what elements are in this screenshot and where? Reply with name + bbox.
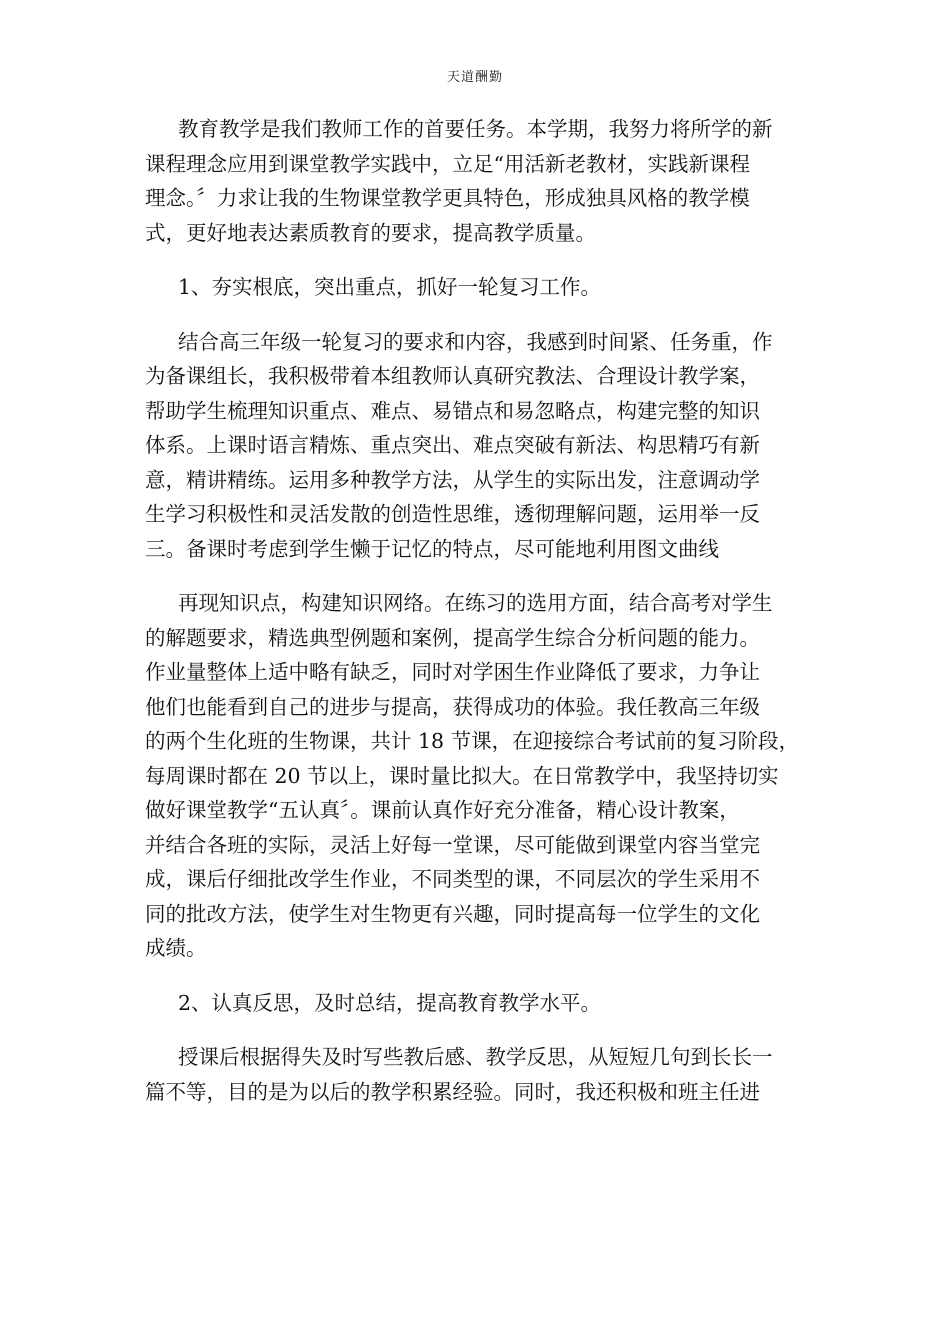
text-line: 教育教学是我们教师工作的首要任务。本学期，我努力将所学的新 <box>178 117 773 141</box>
text-line: 为备课组长，我积极带着本组教师认真研究教法、合理设计教学案， <box>145 364 760 388</box>
text-line: 体系。上课时语言精炼、重点突出、难点突破有新法、构思精巧有新 <box>145 433 760 457</box>
text-line: 结合高三年级一轮复习的要求和内容，我感到时间紧、任务重，作 <box>178 329 773 354</box>
text-line: 授课后根据得失及时写些教后感、教学反思，从短短几句到长长一 <box>178 1045 773 1069</box>
heading-line: 2、认真反思，及时总结，提高教育教学水平。 <box>178 990 602 1015</box>
text-line: 的解题要求，精选典型例题和案例，提高学生综合分析问题的能力。 <box>145 625 760 650</box>
paragraph-knowledge <box>145 586 809 966</box>
text-line: 篇不等，目的是为以后的教学积累经验。同时，我还积极和班主任进 <box>145 1079 760 1104</box>
text-line: 每周课时都在 20 节以上，课时量比拟大。在日常教学中，我坚持切实 <box>145 763 779 788</box>
text-line: 再现知识点，构建知识网络。在练习的选用方面，结合高考对学生 <box>178 591 773 615</box>
paragraph-intro <box>145 112 809 250</box>
text-line: 成，课后仔细批改学生作业，不同类型的课，不同层次的学生采用不 <box>145 867 760 891</box>
paragraph-review <box>145 325 809 567</box>
text-line: 式，更好地表达素质教育的要求，提高教学质量。 <box>145 220 596 245</box>
text-line: 作业量整体上适中略有缺乏，同时对学困生作业降低了要求，力争让 <box>145 660 760 684</box>
text-line: 三。备课时考虑到学生懒于记忆的特点，尽可能地利用图文曲线 <box>145 536 719 561</box>
text-line: 帮助学生梳理知识重点、难点、易错点和易忽略点，构建完整的知识 <box>145 398 760 423</box>
page-header: 天道酬勤 <box>446 70 503 85</box>
text-line: 意，精讲精练。运用多种教学方法，从学生的实际出发，注意调动学 <box>145 467 760 492</box>
text-line: 成绩。 <box>145 936 207 960</box>
text-line: 同的批改方法，使学生对生物更有兴趣，同时提高每一位学生的文化 <box>145 901 760 926</box>
text-line: 他们也能看到自己的进步与提高，获得成功的体验。我任教高三年级 <box>145 694 760 719</box>
paragraph-reflection <box>145 1040 809 1109</box>
text-line: 理念。〞力求让我的生物课堂教学更具特色，形成独具风格的教学模 <box>145 186 750 210</box>
section-heading-1 <box>145 270 809 305</box>
heading-line: 1、夯实根底，突出重点，抓好一轮复习工作。 <box>178 275 602 299</box>
text-line: 做好课堂教学“五认真〞。课前认真作好充分准备，精心设计教案， <box>145 798 740 822</box>
text-line: 生学习积极性和灵活发散的创造性思维，透彻理解问题，运用举一反 <box>145 502 760 526</box>
document-body <box>145 112 809 1109</box>
text-line: 课程理念应用到课堂教学实践中，立足“用活新老教材，实践新课程 <box>145 151 750 176</box>
text-line: 并结合各班的实际，灵活上好每一堂课，尽可能做到课堂内容当堂完 <box>145 832 760 857</box>
section-heading-2 <box>145 986 809 1021</box>
text-line: 的两个生化班的生物课，共计 18 节课，在迎接综合考试前的复习阶段， <box>145 729 800 753</box>
